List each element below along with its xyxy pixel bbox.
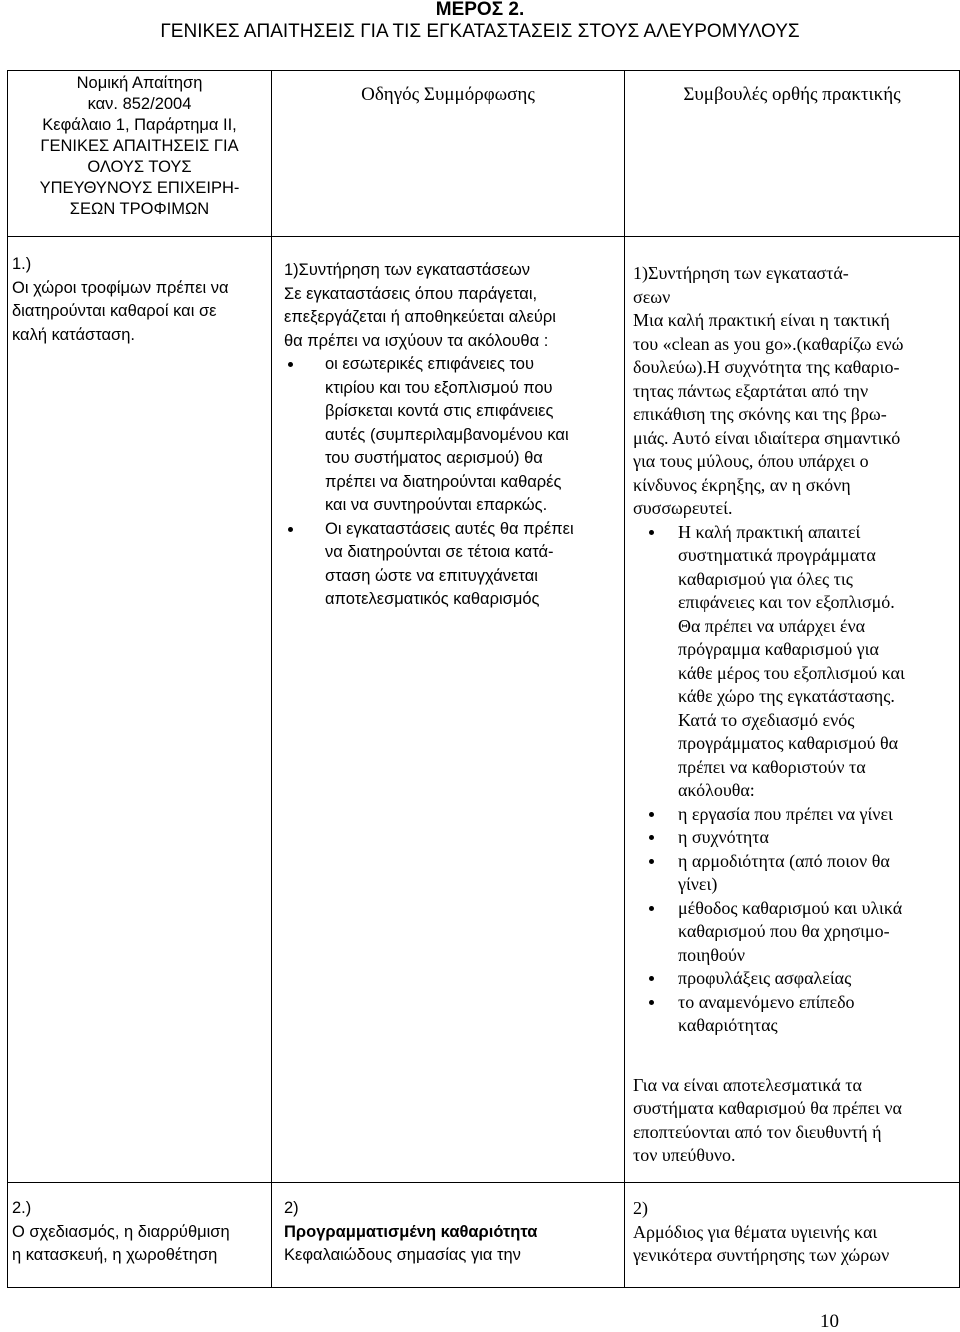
table-row <box>8 237 960 1183</box>
table-header-row <box>8 71 960 237</box>
bullet-line: και να συντηρούνται επαρκώς. <box>325 496 548 514</box>
tips-cell <box>625 1183 960 1288</box>
table-row <box>8 1183 960 1288</box>
bullet-line: γίνει) <box>678 874 718 894</box>
bullet-line: πρέπει να διατηρούνται καθαρές <box>325 472 562 491</box>
list-item <box>633 850 953 897</box>
header-legal-requirement <box>8 71 272 237</box>
tips-line: του «clean as you go».(καθαρίζω ενώ <box>633 333 904 354</box>
tips-line: τον υπεύθυνο. <box>633 1145 736 1165</box>
bullet-line: να διατηρούνται σε τέτοια κατά- <box>325 543 554 561</box>
guide-line: επεξεργάζεται ή αποθηκεύεται αλεύρι <box>284 308 556 326</box>
requirement-cell <box>8 237 272 1183</box>
list-item <box>633 803 953 827</box>
tips-continuation <box>633 615 953 803</box>
tips-line: συστήματα καθαρισμού θα πρέπει να <box>633 1098 902 1118</box>
bullet-icon <box>649 835 654 840</box>
tips-line: πρόγραμμα καθαρισμού για <box>678 639 879 659</box>
tips-line: Μια καλή πρακτική είναι η τακτική <box>633 310 890 330</box>
guide-heading: 1)Συντήρηση των εγκαταστάσεων <box>284 261 531 279</box>
bullet-line: αυτές (συμπεριλαμβανομένου και <box>325 425 569 444</box>
list-item <box>284 353 616 518</box>
tips-heading-line: σεων <box>633 286 671 307</box>
page-number: 10 <box>820 1311 839 1332</box>
tips-line: προγράμματος καθαρισμού θα <box>678 733 899 753</box>
tips-heading-line: 1)Συντήρηση των εγκαταστά- <box>633 263 849 283</box>
requirement-number: 1.) <box>12 255 32 273</box>
tips-line: τητας πάντως εξαρτάται από την <box>633 380 869 401</box>
bullet-icon <box>649 1000 654 1005</box>
bullet-line: επιφάνειες και τον εξοπλισμό. <box>678 592 895 612</box>
guide-bullet-list <box>284 353 616 612</box>
document-title: ΓΕΝΙΚΕΣ ΑΠΑΙΤΗΣΕΙΣ ΓΙΑ ΤΙΣ ΕΓΚΑΤΑΣΤΑΣΕΙΣ ΣΤΟΥΣ ΑΛΕΥΡΟΜΥΛΟΥΣ <box>160 21 800 42</box>
tips-line: κάθε μέρος του εξοπλισμού και <box>678 662 905 683</box>
tips-line: συσσωρευτεί. <box>633 498 733 518</box>
guide-number: 2) <box>284 1199 299 1217</box>
bullet-line: ποιηθούν <box>678 944 746 965</box>
bullet-line: προφυλάξεις ασφαλείας <box>678 968 852 988</box>
bullet-line: σταση ώστε να επιτυγχάνεται <box>325 566 538 585</box>
tips-line: επικάθιση της σκόνης και της βρω- <box>633 404 887 424</box>
tips-line: Για να είναι αποτελεσματικά τα <box>633 1074 862 1095</box>
guide-line: Σε εγκαταστάσεις όπου παράγεται, <box>284 284 538 303</box>
bullet-line: η εργασία που πρέπει να γίνει <box>678 803 893 824</box>
bullet-line: κτιρίου και του εξοπλισμού που <box>325 378 553 397</box>
tips-line: Αρμόδιος για θέματα υγιεινής και <box>633 1221 878 1242</box>
guide-heading: Προγραμματισμένη καθαριότητα <box>284 1222 538 1241</box>
tips-line: ακόλουθα: <box>678 780 755 800</box>
bullet-icon <box>649 530 654 535</box>
requirement-line: Οι χώροι τροφίμων πρέπει να <box>12 278 229 297</box>
bullet-icon <box>649 976 654 981</box>
bullet-icon <box>649 812 654 817</box>
part-heading: ΜΕΡΟΣ 2. <box>435 0 525 20</box>
list-item <box>633 991 953 1038</box>
bullet-icon <box>288 527 293 532</box>
header-legal-line: ΥΠΕΥΘΥΝΟΥΣ ΕΠΙΧΕΙΡΗ- <box>39 179 240 197</box>
bullet-line: Η καλή πρακτική απαιτεί <box>678 521 861 542</box>
bullet-line: οι εσωτερικές επιφάνειες του <box>325 355 534 373</box>
header-compliance-guide: Οδηγός Συμμόρφωσης <box>272 71 625 237</box>
requirement-line: Ο σχεδιασμός, η διαρρύθμιση <box>12 1222 230 1241</box>
header-legal-line: ΟΛΟΥΣ ΤΟΥΣ <box>87 158 192 176</box>
bullet-line: του συστήματος αερισμού) θα <box>325 449 543 467</box>
tips-line: δουλεύω).Η συχνότητα της καθαριο- <box>633 357 900 377</box>
requirement-line: καλή κατάσταση. <box>12 325 135 344</box>
bullet-line: βρίσκεται κοντά στις επιφάνειες <box>325 402 554 420</box>
guide-cell <box>272 1183 625 1288</box>
requirement-number: 2.) <box>12 1199 32 1217</box>
bullet-line: συστηματικά προγράμματα <box>678 545 876 565</box>
list-item <box>633 521 953 615</box>
tips-line: εποπτεύονται από τον διευθυντή ή <box>633 1121 882 1142</box>
list-item <box>284 518 616 612</box>
requirement-cell <box>8 1183 272 1288</box>
guide-line: θα πρέπει να ισχύουν τα ακόλουθα : <box>284 331 549 350</box>
header-legal-line: ΓΕΝΙΚΕΣ ΑΠΑΙΤΗΣΕΙΣ ΓΙΑ <box>40 137 239 155</box>
list-item <box>633 897 953 968</box>
requirement-line: διατηρούνται καθαροί και σε <box>12 302 217 320</box>
tips-line: κίνδυνος έκρηξης, αν η σκόνη <box>633 474 851 495</box>
tips-cell <box>625 237 960 1183</box>
bullet-line: η αρμοδιότητα (από ποιον θα <box>678 850 890 871</box>
tips-line: γενικότερα συντήρησης των χώρων <box>633 1245 890 1265</box>
bullet-line: καθαρισμού που θα χρησιμο- <box>678 921 890 941</box>
list-item <box>633 967 953 991</box>
compliance-table <box>7 70 960 1288</box>
header-legal-line: Νομική Απαίτηση <box>76 74 203 92</box>
tips-number: 2) <box>633 1198 648 1218</box>
tips-sub-bullet-list <box>633 803 953 1038</box>
bullet-line: καθαρισμού για όλες τις <box>678 568 853 589</box>
guide-line: Κεφαλαιώδους σημασίας για την <box>284 1246 521 1264</box>
header-good-practice-tips: Συμβουλές ορθής πρακτικής <box>625 71 960 237</box>
bullet-line: η συχνότητα <box>678 827 769 847</box>
tips-line: για τους μύλους, όπου υπάρχει ο <box>633 451 869 471</box>
header-legal-line: ΣΕΩΝ ΤΡΟΦΙΜΩΝ <box>69 200 210 218</box>
list-item <box>633 826 953 850</box>
bullet-line: καθαριότητας <box>678 1015 778 1035</box>
bullet-line: μέθοδος καθαρισμού και υλικά <box>678 897 903 918</box>
guide-cell <box>272 237 625 1183</box>
bullet-line: αποτελεσματικός καθαρισμός <box>325 590 540 608</box>
bullet-icon <box>288 362 293 367</box>
tips-main-bullet <box>633 521 953 615</box>
bullet-icon <box>649 859 654 864</box>
tips-line: Κατά το σχεδιασμό ενός <box>678 709 855 730</box>
header-legal-line: Κεφάλαιο 1, Παράρτημα ΙΙ, <box>42 116 237 134</box>
bullet-line: το αναμενόμενο επίπεδο <box>678 991 855 1012</box>
tips-line: Θα πρέπει να υπάρχει ένα <box>678 615 866 636</box>
bullet-icon <box>649 906 654 911</box>
tips-line: κάθε χώρο της εγκατάστασης. <box>678 686 895 706</box>
tips-line: πρέπει να καθοριστούν τα <box>678 756 866 777</box>
header-legal-line: καν. 852/2004 <box>87 95 192 113</box>
requirement-line: η κατασκευή, η χωροθέτηση <box>12 1246 218 1264</box>
tips-line: μιάς. Αυτό είναι ιδιαίτερα σημαντικό <box>633 427 901 448</box>
bullet-line: Οι εγκαταστάσεις αυτές θα πρέπει <box>325 519 574 538</box>
